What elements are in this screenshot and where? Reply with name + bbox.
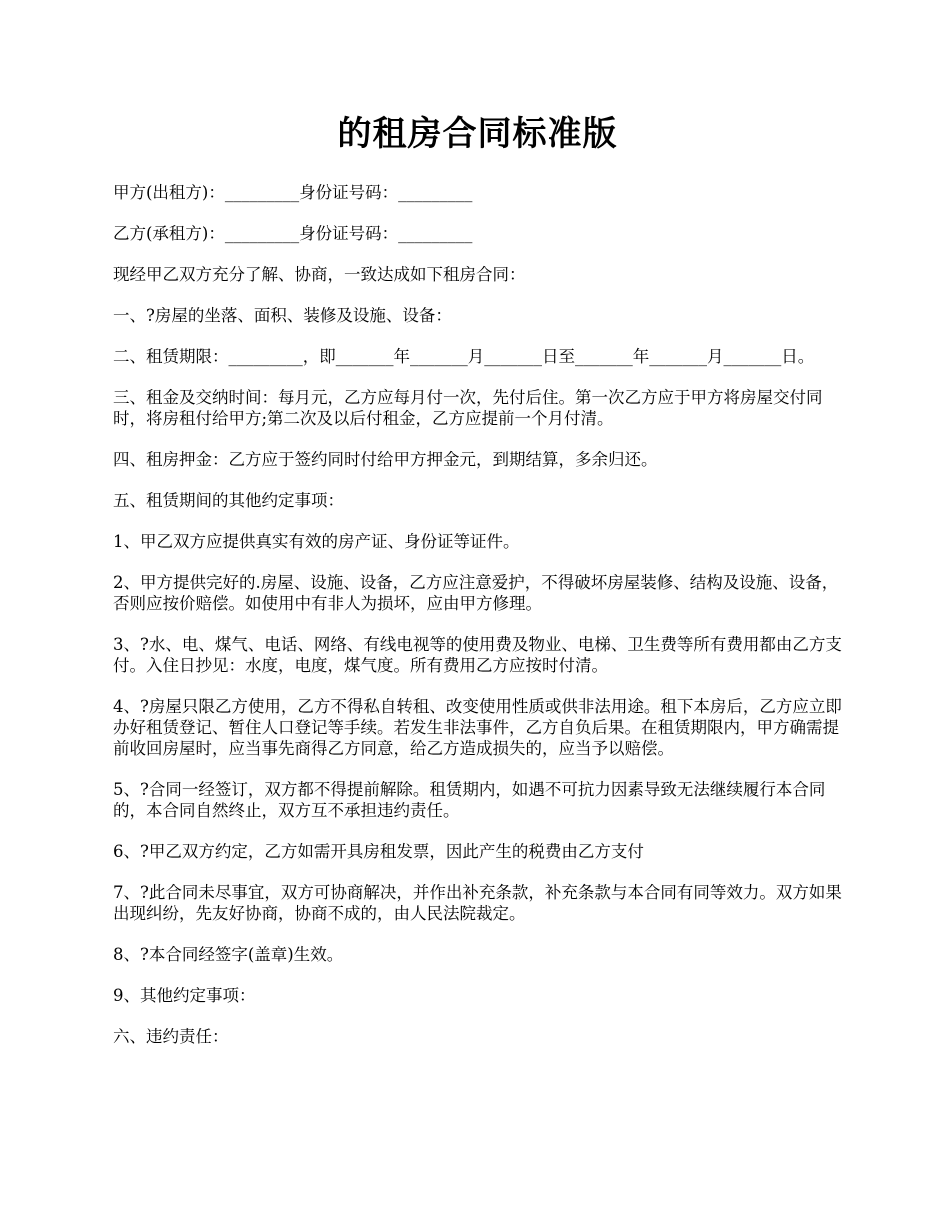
paragraph-item-9: 9、其他约定事项： [113,986,256,1005]
paragraph-item-2: 2、甲方提供完好的.房屋、设施、设备，乙方应注意爱护，不得破坏房屋装修、结构及设施、设备，否则应按价赔偿。如使用中有非人为损坏，应由甲方修理。 [113,573,839,613]
paragraph-intro: 现经甲乙双方充分了解、协商，一致达成如下租房合同： [113,265,526,284]
paragraph-clause-3: 三、租金及交纳时间：每月元，乙方应每月付一次，先付后住。第一次乙方应于甲方将房屋交付同时，将房租付给甲方;第二次及以后付租金，乙方应提前一个月付清。 [113,388,823,428]
paragraph-item-1: 1、甲乙双方应提供真实有效的房产证、身份证等证件。 [113,532,520,551]
paragraph-item-4: 4、?房屋只限乙方使用，乙方不得私自转租、改变使用性质或供非法用途。租下本房后，乙方应立即办好租赁登记、暂住人口登记等手续。若发生非法事件，乙方自负后果。在租赁期限内，甲方确需提前收回房屋时，应当事先商得乙方同意，给乙方造成损失的，应当予以赔偿。 [113,697,842,758]
paragraph-item-8: 8、?本合同经签字(盖章)生效。 [113,945,344,964]
paragraph-clause-4: 四、租房押金：乙方应于签约同时付给甲方押金元，到期结算，多余归还。 [113,450,658,469]
paragraph-item-6: 6、?甲乙双方约定，乙方如需开具房租发票，因此产生的税费由乙方支付 [113,842,644,861]
paragraph-item-5: 5、?合同一经签订，双方都不得提前解除。租赁期内，如遇不可抗力因素导致无法继续履行本合同的，本合同自然终止，双方互不承担违约责任。 [113,780,826,820]
paragraph-clause-1: 一、?房屋的坐落、面积、装修及设施、设备： [113,306,452,325]
paragraph-item-3: 3、?水、电、煤气、电话、网络、有线电视等的使用费及物业、电梯、卫生费等所有费用都由乙方支付。入住日抄见：水度，电度，煤气度。所有费用乙方应按时付清。 [113,635,842,675]
paragraph-clause-6: 六、违约责任： [113,1027,229,1046]
paragraph-clause-5: 五、租赁期间的其他约定事项： [113,491,344,510]
document-title: 的租房合同标准版 [337,114,618,154]
paragraph-party-a: 甲方(出租方)：_________身份证号码：_________ [113,183,473,202]
paragraph-clause-2: 二、租赁期限：_________，即_______年_______月_______日至_______年_______月_______日。 [113,347,815,366]
paragraph-party-b: 乙方(承租方)：_________身份证号码：_________ [113,224,473,243]
paragraph-item-7: 7、?此合同未尽事宜，双方可协商解决，并作出补充条款，补充条款与本合同有同等效力。双方如果出现纠纷，先友好协商，协商不成的，由人民法院裁定。 [113,883,842,923]
